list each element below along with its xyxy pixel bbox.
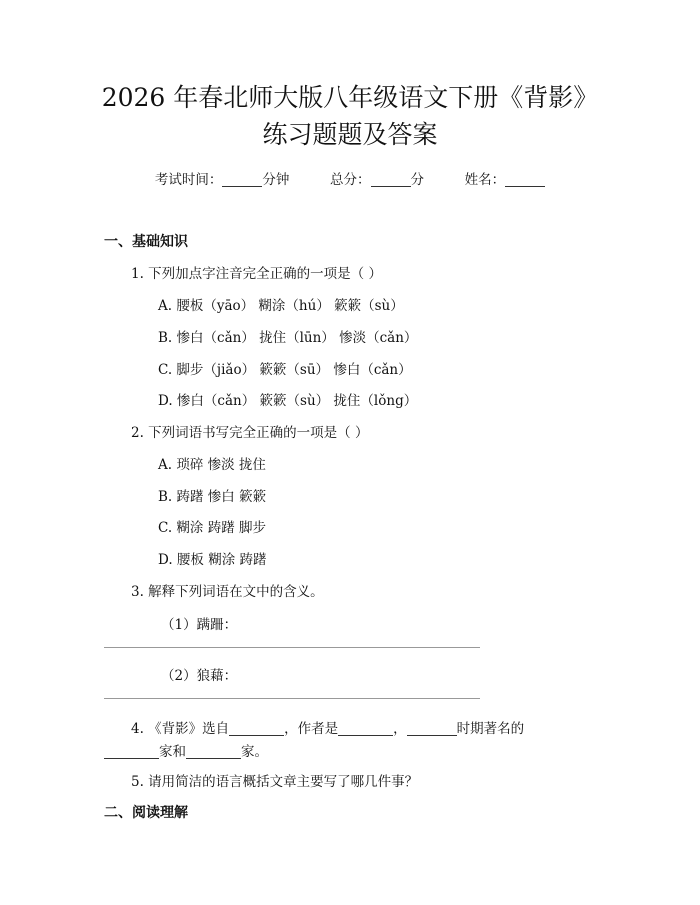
q4-part-3: ， (393, 721, 407, 737)
q1-option-d: D. 惨白（cǎn） 簌簌（sù） 拢住（lǒng） (158, 393, 418, 409)
score-unit: 分 (410, 172, 424, 188)
title-line-1: 2026 年春北师大版八年级语文下册《背影》 (101, 83, 599, 112)
section-reading-comprehension: 二、阅读理解 (104, 805, 188, 821)
q4-part-1: 4. 《背影》选自 (131, 721, 230, 737)
time-unit: 分钟 (262, 172, 290, 188)
q4-blank-identity-2[interactable] (186, 745, 241, 760)
score-blank[interactable] (371, 173, 411, 188)
question-4-line-2 (104, 740, 268, 760)
q3-answer-line-2[interactable] (104, 698, 480, 699)
q3-answer-line-1[interactable] (104, 647, 480, 648)
q4-part-6: 家。 (241, 744, 268, 760)
q1-option-a: A. 腰板（yāo） 糊涂（hú） 簌簌（sù） (158, 298, 404, 314)
q3-sub-1: （1）蹒跚： (161, 617, 238, 633)
q4-part-5: 家和 (159, 744, 186, 760)
name-label: 姓名： (464, 172, 506, 188)
question-3-stem: 3. 解释下列词语在文中的含义。 (131, 584, 324, 600)
score-label: 总分： (330, 172, 371, 188)
question-1-stem: 1. 下列加点字注音完全正确的一项是（ ） (131, 266, 382, 282)
q1-option-b: B. 惨白（cǎn） 拢住（lūn） 惨淡（cǎn） (158, 330, 418, 346)
q2-option-b: B. 踌躇 惨白 簌簌 (158, 489, 267, 505)
q4-blank-identity-1[interactable] (104, 745, 159, 760)
q4-blank-author[interactable] (338, 722, 393, 737)
question-5: 5. 请用简洁的语言概括文章主要写了哪几件事？ (131, 774, 419, 790)
time-label: 考试时间： (154, 172, 223, 188)
q4-part-4: 时期著名的 (456, 721, 525, 737)
q2-option-a: A. 琐碎 惨淡 拢住 (158, 457, 266, 473)
question-2-stem: 2. 下列词语书写完全正确的一项是（ ） (131, 425, 369, 441)
q4-part-2: ，作者是 (284, 721, 339, 737)
section-basic-knowledge: 一、基础知识 (104, 234, 188, 250)
title-line-2: 练习题题及答案 (262, 120, 438, 149)
q3-sub-2: （2）狼藉： (161, 668, 238, 684)
q2-option-c: C. 糊涂 踌躇 脚步 (158, 520, 267, 536)
time-blank[interactable] (222, 173, 262, 188)
q4-blank-period[interactable] (407, 722, 457, 737)
exam-meta (0, 168, 700, 188)
q1-option-c: C. 脚步（jiǎo） 簌簌（sū） 惨白（cǎn） (158, 362, 412, 378)
q2-option-d: D. 腰板 糊涂 踌躇 (158, 552, 267, 568)
question-4-line-1 (131, 717, 524, 737)
name-blank[interactable] (505, 173, 545, 188)
q4-blank-source[interactable] (229, 722, 284, 737)
